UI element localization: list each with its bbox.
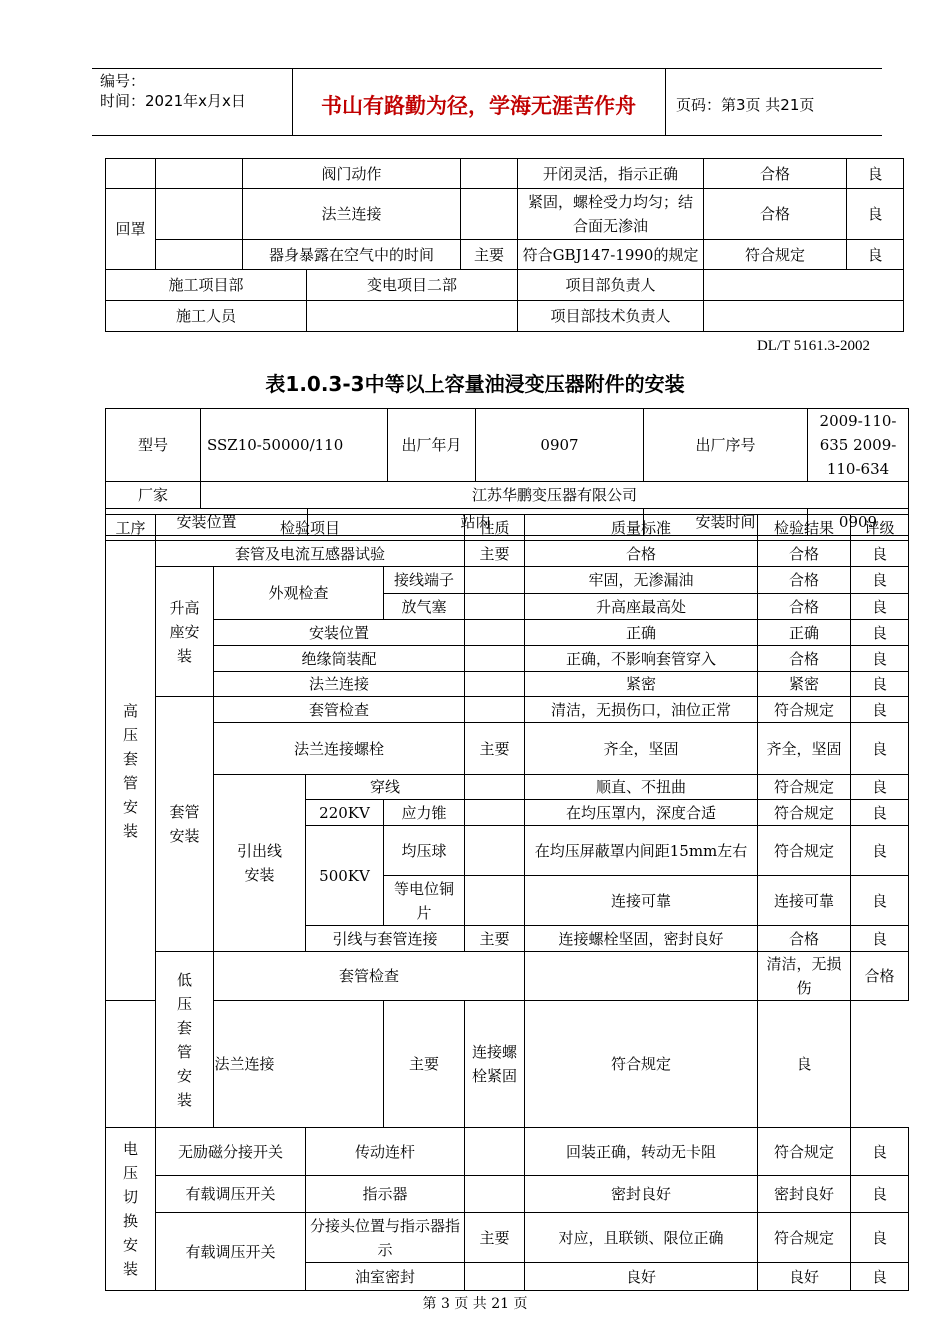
- sub-group-cell: 有载调压开关: [156, 1176, 306, 1213]
- install-time-label: 安装时间: [644, 509, 808, 536]
- standard-cell: 连接螺栓紧固: [465, 1001, 525, 1128]
- standard-cell: 正确: [525, 620, 758, 646]
- maker-value: 江苏华鹏变压器有限公司: [201, 482, 909, 509]
- result-cell: 合格: [704, 189, 847, 240]
- grade-cell: 良: [847, 240, 904, 270]
- item-cell: 放气塞: [384, 594, 465, 620]
- result-cell: 符合规定: [758, 800, 851, 826]
- item-cell: 套管及电流互感器试验: [156, 541, 465, 567]
- item-cell: 套管检查: [214, 697, 465, 723]
- result-cell: 良好: [758, 1263, 851, 1291]
- item-cell: 应力锥: [384, 800, 465, 826]
- serial-label: 出厂序号: [644, 409, 808, 482]
- item-cell: 引线与套管连接: [306, 926, 465, 952]
- grade-cell: 良: [851, 1263, 909, 1291]
- section-hv-bushing: 高压套管安装: [123, 701, 139, 840]
- grade-cell: 良: [851, 1128, 909, 1176]
- voltage-220kv: 220KV: [306, 800, 384, 826]
- nature-cell: 主要: [461, 240, 518, 270]
- standard-cell: 连接可靠: [525, 876, 758, 926]
- install-time-value: 0909: [808, 509, 909, 536]
- col-header-process: 工序: [106, 515, 156, 541]
- continued-table: [105, 158, 904, 332]
- item-cell: 法兰连接: [106, 1001, 384, 1128]
- section-riser: 升高座安装: [169, 598, 200, 665]
- col-header-nature: 性质: [465, 515, 525, 541]
- maker-label: 厂家: [106, 482, 201, 509]
- result-cell: 符合规定: [758, 1213, 851, 1263]
- item-cell: 绝缘筒装配: [214, 646, 465, 672]
- inspection-table: [105, 514, 909, 1291]
- grade-cell: 良: [851, 672, 909, 697]
- section-cell: 回罩: [106, 189, 156, 270]
- grade-cell: 良: [851, 567, 909, 594]
- result-cell: 紧密: [758, 672, 851, 697]
- page-label: 页码：第3页 共21页: [676, 96, 815, 114]
- standard-cell: 良好: [525, 1263, 758, 1291]
- section-tap-changer: 电压切换安装: [123, 1140, 139, 1278]
- item-cell: 均压球: [384, 826, 465, 876]
- standard-cell: 符合GBJ147-1990的规定: [518, 240, 704, 270]
- manager-label: 项目部负责人: [518, 270, 704, 301]
- item-cell: 传动连杆: [306, 1128, 465, 1176]
- standard-cell: 在均压屏蔽罩内间距15mm左右: [525, 826, 758, 876]
- table-title: 表1.0.3-3中等以上容量油浸变压器附件的安装: [265, 372, 685, 396]
- col-header-result: 检验结果: [758, 515, 851, 541]
- standard-cell: 紧密: [525, 672, 758, 697]
- result-cell: 正确: [758, 620, 851, 646]
- date-label: 出厂年月: [388, 409, 476, 482]
- nature-cell: 主要: [465, 1213, 525, 1263]
- location-label: 安装位置: [106, 509, 308, 536]
- standard-cell: 正确，不影响套管穿入: [525, 646, 758, 672]
- result-cell: 连接可靠: [758, 876, 851, 926]
- col-header-item: 检验项目: [156, 515, 465, 541]
- voltage-500kv: 500KV: [306, 826, 384, 926]
- result-cell: 密封良好: [758, 1176, 851, 1213]
- sub-group-cell: 有载调压开关: [156, 1213, 306, 1291]
- item-cell: 接线端子: [384, 567, 465, 594]
- grade-cell: 良: [851, 1213, 909, 1263]
- result-cell: 符合规定: [758, 1128, 851, 1176]
- header-divider: [665, 68, 666, 135]
- item-cell: 法兰连接: [243, 189, 461, 240]
- grade-cell: 良: [851, 723, 909, 775]
- grade-cell: 良: [851, 594, 909, 620]
- nature-cell: [461, 189, 518, 240]
- grade-cell: 良: [851, 926, 909, 952]
- worker-label: 施工人员: [106, 301, 307, 332]
- model-value: SSZ10-50000/110: [201, 409, 388, 482]
- dept-value: 变电项目二部: [307, 270, 518, 301]
- grade-cell: 良: [851, 826, 909, 876]
- result-cell: 合格: [758, 926, 851, 952]
- item-cell: 穿线: [306, 775, 465, 800]
- nature-cell: 主要: [465, 723, 525, 775]
- grade-cell: 良: [851, 620, 909, 646]
- result-cell: 符合规定: [758, 826, 851, 876]
- section-lv-bushing: 低压套管安装: [177, 970, 193, 1109]
- grade-cell: 良: [851, 541, 909, 567]
- grade-cell: 良: [851, 800, 909, 826]
- nature-cell: 主要: [465, 541, 525, 567]
- result-cell: 齐全，坚固: [758, 723, 851, 775]
- nature-cell: 主要: [465, 926, 525, 952]
- grade-cell: 良: [758, 1001, 851, 1128]
- standard-cell: 在均压罩内，深度合适: [525, 800, 758, 826]
- time-label: 时间：2021年x月x日: [100, 92, 246, 110]
- standard-code: DL/T 5161.3-2002: [756, 338, 870, 354]
- result-cell: 合格: [758, 567, 851, 594]
- grade-cell: 良: [851, 876, 909, 926]
- result-cell: 合格: [704, 159, 847, 189]
- result-cell: 符合规定: [704, 240, 847, 270]
- standard-cell: 连接螺栓坚固，密封良好: [525, 926, 758, 952]
- item-cell: 阀门动作: [243, 159, 461, 189]
- result-cell: 符合规定: [758, 697, 851, 723]
- serial-label: 编号：: [100, 72, 146, 90]
- grade-cell: 良: [851, 1176, 909, 1213]
- standard-cell: 清洁，无损伤: [758, 952, 851, 1001]
- standard-cell: 对应，且联锁、限位正确: [525, 1213, 758, 1263]
- grade-cell: 良: [847, 159, 904, 189]
- model-label: 型号: [106, 409, 201, 482]
- item-cell: 分接头位置与指示器指示: [306, 1213, 465, 1263]
- result-cell: 合格: [851, 952, 909, 1001]
- standard-cell: 清洁，无损伤口，油位正常: [525, 697, 758, 723]
- item-cell: 套管检查: [214, 952, 525, 1001]
- item-group: 外观检查: [214, 567, 384, 620]
- dept-label: 施工项目部: [106, 270, 307, 301]
- standard-cell: 顺直、不扭曲: [525, 775, 758, 800]
- result-cell: 符合规定: [525, 1001, 758, 1128]
- grade-cell: 良: [847, 189, 904, 240]
- tech-label: 项目部技术负责人: [518, 301, 704, 332]
- grade-cell: 良: [851, 646, 909, 672]
- item-cell: 指示器: [306, 1176, 465, 1213]
- standard-cell: 回装正确，转动无卡阻: [525, 1128, 758, 1176]
- header-bottom-rule: [92, 135, 882, 136]
- standard-cell: 合格: [525, 541, 758, 567]
- item-cell: 安装位置: [214, 620, 465, 646]
- standard-cell: 开闭灵活，指示正确: [518, 159, 704, 189]
- grade-cell: 良: [851, 697, 909, 723]
- col-header-standard: 质量标准: [525, 515, 758, 541]
- result-cell: 合格: [758, 594, 851, 620]
- header-top-rule: [92, 68, 882, 69]
- section-bushing: 套管安装: [169, 803, 200, 845]
- nature-cell: [461, 159, 518, 189]
- col-header-grade: 评级: [851, 515, 909, 541]
- serial-value: 2009-110-635 2009-110-634: [808, 409, 909, 482]
- standard-cell: 紧固，螺栓受力均匀；结合面无渗油: [518, 189, 704, 240]
- result-cell: 符合规定: [758, 775, 851, 800]
- item-cell: 油室密封: [306, 1263, 465, 1291]
- standard-cell: 升高座最高处: [525, 594, 758, 620]
- header-motto: 书山有路勤为径，学海无涯苦作舟: [321, 94, 636, 118]
- item-cell: 法兰连接: [214, 672, 465, 697]
- item-cell: 等电位铜片: [384, 876, 465, 926]
- standard-cell: 牢固，无渗漏油: [525, 567, 758, 594]
- date-value: 0907: [476, 409, 644, 482]
- item-cell: 法兰连接螺栓: [214, 723, 465, 775]
- location-value: 站内: [308, 509, 644, 536]
- result-cell: 合格: [758, 646, 851, 672]
- sub-group-cell: 无励磁分接开关: [156, 1128, 306, 1176]
- standard-cell: 齐全，坚固: [525, 723, 758, 775]
- item-cell: 器身暴露在空气中的时间: [243, 240, 461, 270]
- section-lead-out: 引出线安装: [237, 842, 283, 884]
- grade-cell: 良: [851, 775, 909, 800]
- result-cell: 合格: [758, 541, 851, 567]
- page-footer: 第 3 页 共 21 页: [422, 1296, 528, 1312]
- nature-cell: 主要: [384, 1001, 465, 1128]
- standard-cell: 密封良好: [525, 1176, 758, 1213]
